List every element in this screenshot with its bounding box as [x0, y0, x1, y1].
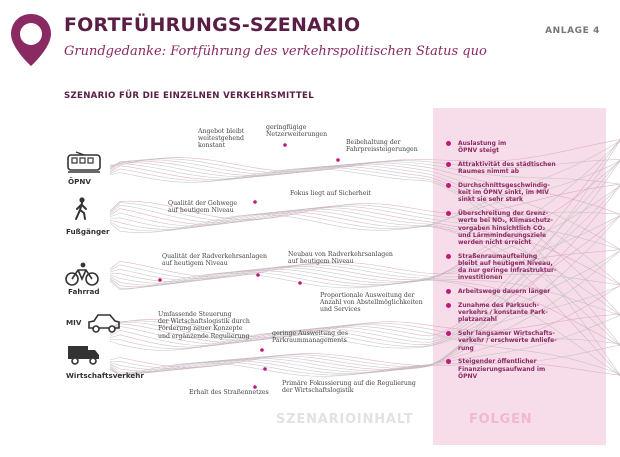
- annotation-wirtschaft-steuerung: Umfassende Steuerung der Wirtschaftslogistik durch Förderung neuer Konzepte und ergänzende Regulierung: [158, 311, 250, 340]
- annotation-wirtschaft-regulierung: Primäre Fokussierung auf die Regulierung der Wirtschaftslogistik: [282, 380, 416, 395]
- annotation-oepnv-fahrpreis: Beibehaltung der Fahrpreissteigerungen: [346, 139, 418, 154]
- consequence-item: Attraktivität des städtischen Raumes nimmt ab: [446, 161, 602, 175]
- consequence-item: Auslastung im ÖPNV steigt: [446, 140, 602, 154]
- consequence-item: Durchschnittsgeschwindig- keit im ÖPNV sinkt, im MIV sinkt sie sehr stark: [446, 182, 602, 204]
- consequences-list: [446, 140, 602, 387]
- annotation-fuss-sicherheit: Fokus liegt auf Sicherheit: [290, 190, 371, 197]
- footer-content-label: SZENARIOINHALT: [276, 412, 414, 427]
- bullet-dot: [446, 254, 451, 259]
- car-icon: [86, 310, 122, 334]
- bullet-dot: [446, 303, 451, 308]
- tram-icon: [66, 150, 102, 174]
- pedestrian-icon: [64, 197, 100, 221]
- mode-label-oepnv: ÖPNV: [68, 177, 91, 186]
- bullet-dot: [446, 141, 451, 146]
- mode-label-fahrrad: Fahrrad: [68, 287, 100, 296]
- bullet-dot: [446, 289, 451, 294]
- consequence-item: Straßenraumaufteilung bleibt auf heutigem Niveau, da nur geringe Infrastruktur- investitionen: [446, 253, 602, 282]
- consequence-item: Arbeitswege dauern länger: [446, 288, 602, 295]
- page-subtitle: Grundgedanke: Fortführung des verkehrspolitischen Status quo: [64, 44, 487, 59]
- consequence-item: Zunahme des Parksuch- verkehrs / konstante Park- platzanzahl: [446, 302, 602, 324]
- annex-label: ANLAGE 4: [545, 26, 600, 36]
- bullet-dot: [446, 183, 451, 188]
- bullet-dot: [446, 162, 451, 167]
- mode-label-wirtschaftsverkehr: Wirtschaftsverkehr: [66, 371, 144, 380]
- consequence-item: Überschreitung der Grenz- werte bei NO₂, Klimaschutz- vorgaben hinsichtlich CO₂ und Lärmminderungsziele werden nicht erreicht: [446, 210, 602, 246]
- mode-label-fussgaenger: Fußgänger: [66, 227, 110, 236]
- annotation-oepnv-angebot: Angebot bleibt weitestgehend konstant: [198, 128, 245, 150]
- annotation-fuss-gehwege: Qualität der Gehwege auf heutigem Niveau: [168, 200, 238, 215]
- consequence-item: Sehr langsamer Wirtschafts- verkehr / erschwerte Anliefe- rung: [446, 330, 602, 352]
- consequence-item: Steigender öffentlicher Finanzierungsaufwand im ÖPNV: [446, 358, 602, 380]
- page-title: FORTFÜHRUNGS-SZENARIO: [64, 14, 361, 36]
- annotation-rad-abstell: Proportionale Ausweitung der Anzahl von Abstellmöglichkeiten und Services: [320, 292, 423, 314]
- mode-label-miv: MIV: [66, 318, 82, 327]
- truck-icon: [66, 342, 102, 366]
- footer-consequences-label: FOLGEN: [469, 412, 533, 427]
- annotation-rad-neubau: Neubau von Radverkehrsanlagen auf heutigem Niveau: [288, 251, 393, 266]
- annotation-rad-qualitaet: Qualität der Radverkehrsanlagen auf heutigem Niveau: [162, 253, 267, 268]
- bullet-dot: [446, 331, 451, 336]
- bicycle-icon: [64, 262, 100, 286]
- annotation-miv-parkraum: geringe Ausweitung des Parkraummanagements: [272, 330, 348, 345]
- annotation-oepnv-netz: geringfügige Netzerweiterungen: [266, 124, 328, 139]
- annotation-strassennetz: Erhalt des Straßennetzes: [189, 389, 269, 396]
- bullet-dot: [446, 359, 451, 364]
- section-title: SZENARIO FÜR DIE EINZELNEN VERKEHRSMITTEL: [64, 91, 314, 101]
- bullet-dot: [446, 211, 451, 216]
